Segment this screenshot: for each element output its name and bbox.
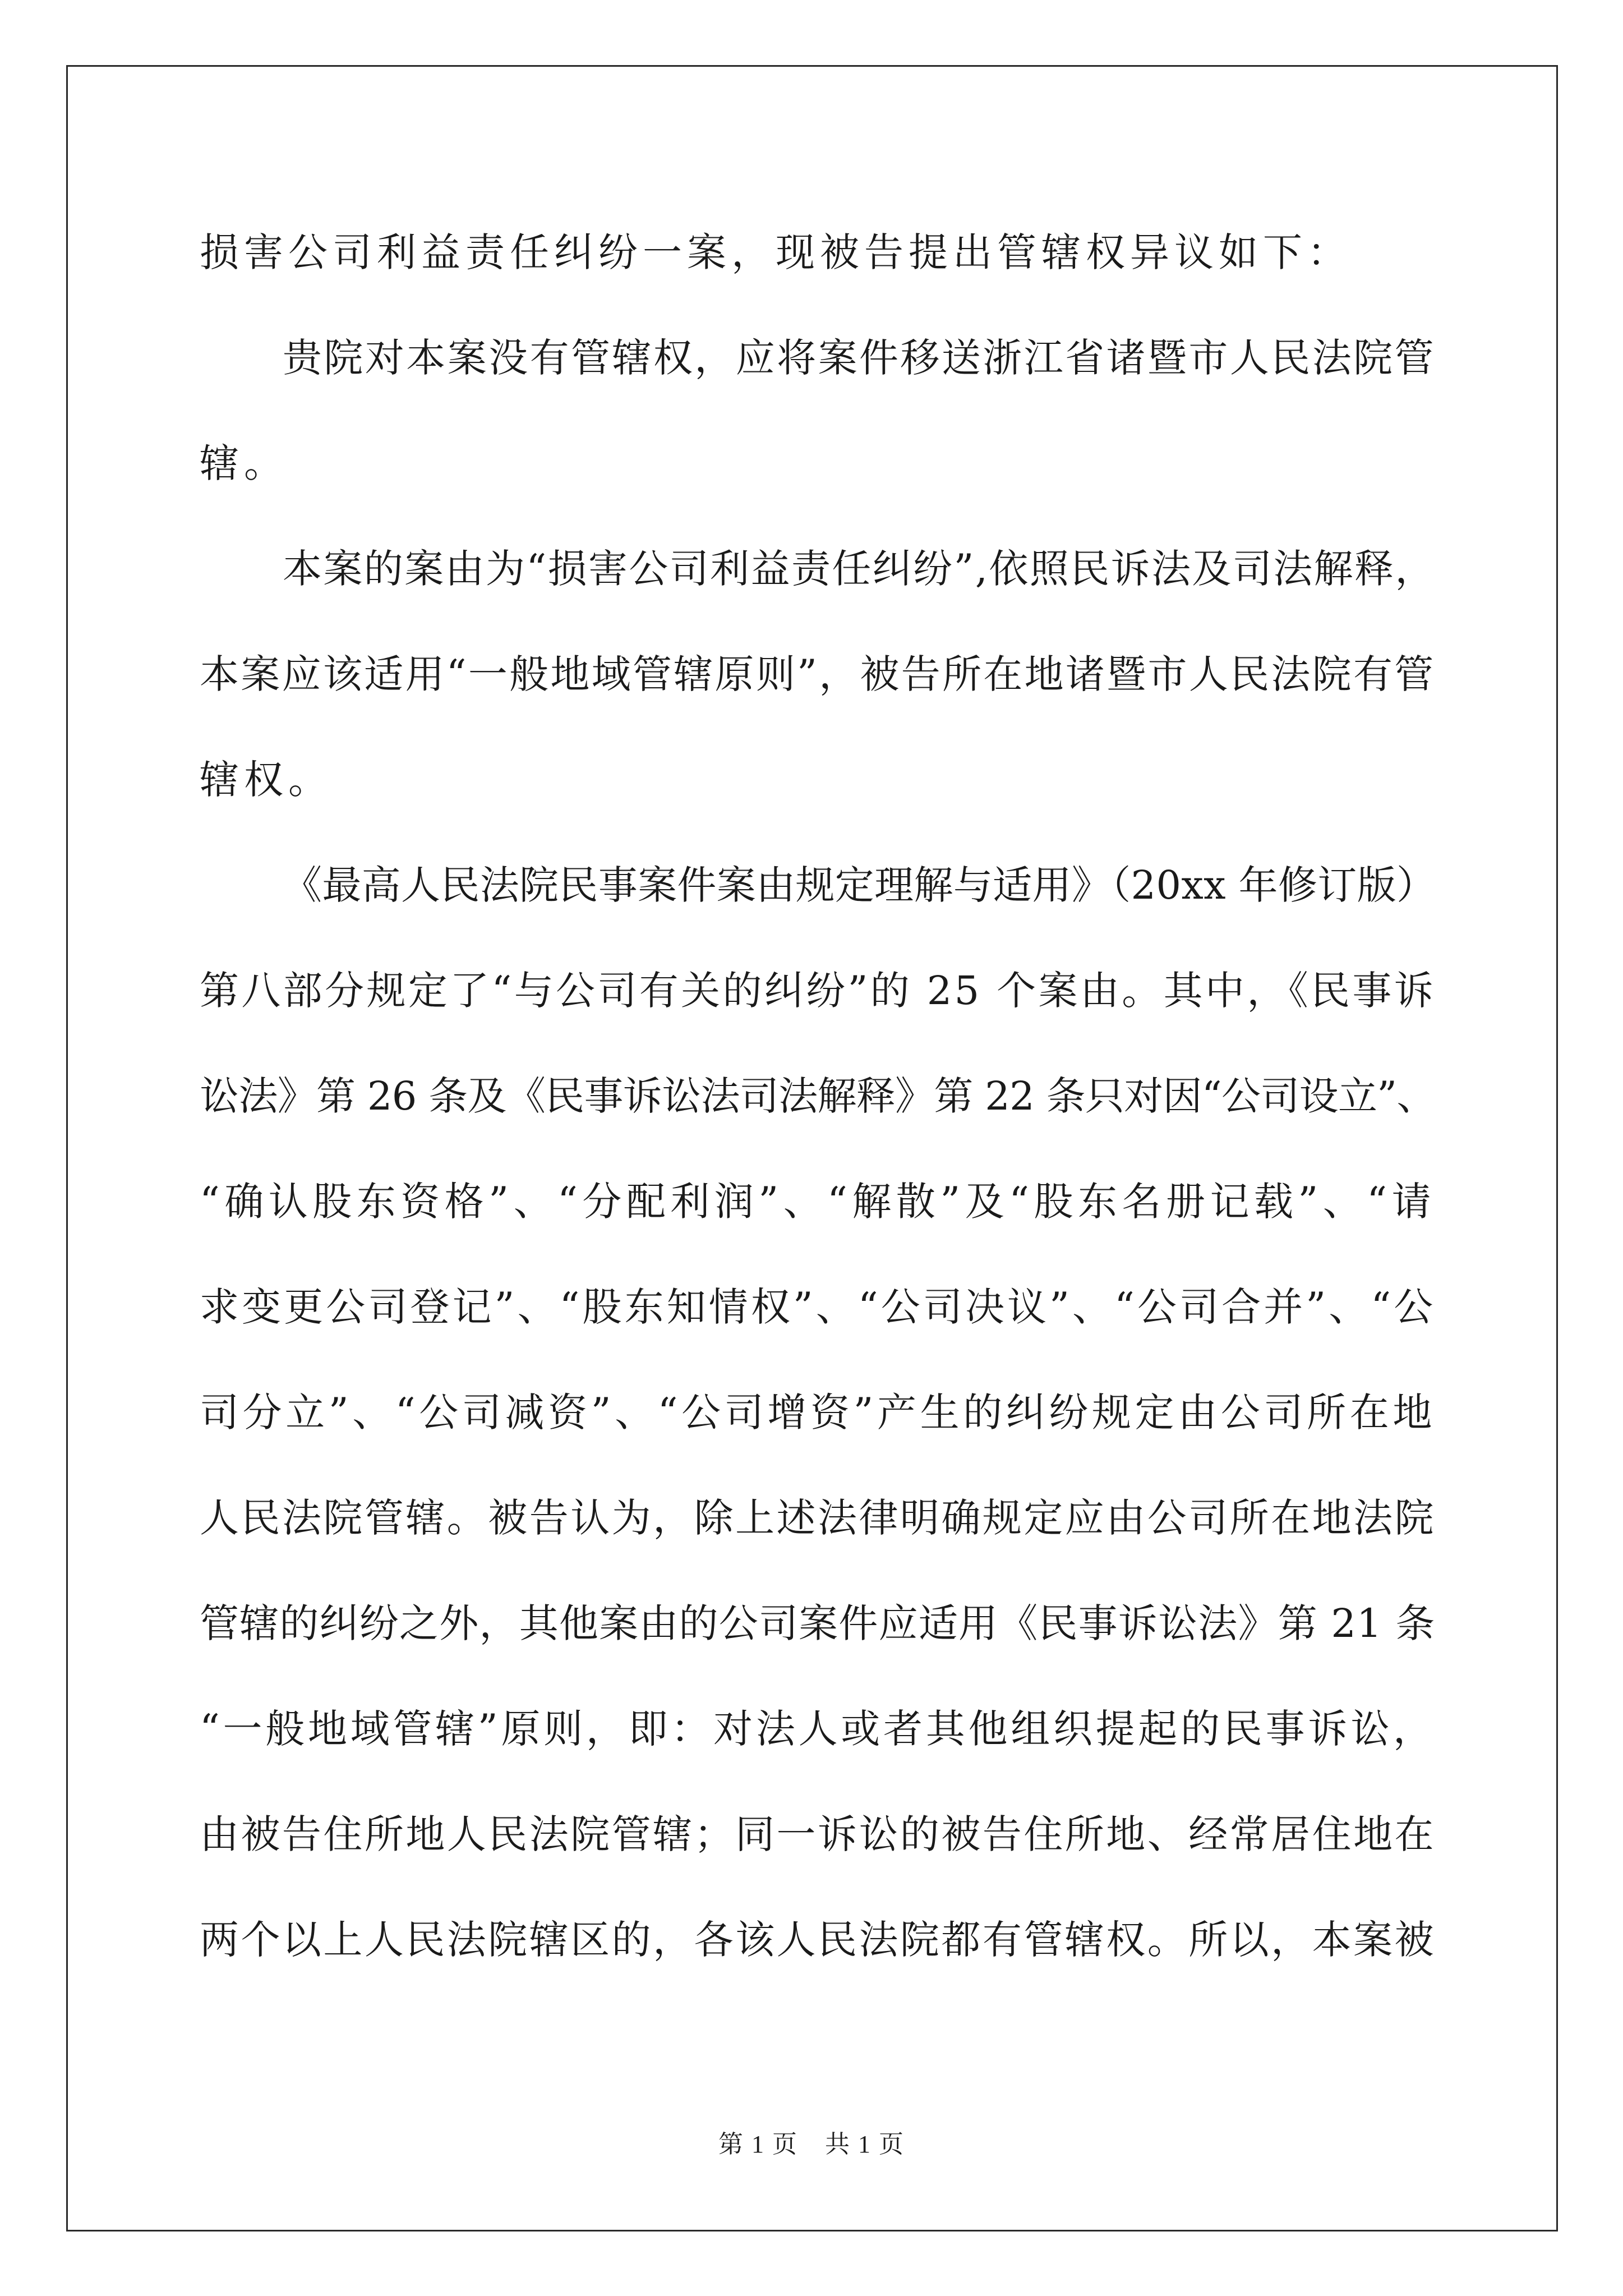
text-line: 损害公司利益责任纠纷一案，现被告提出管辖权异议如下： bbox=[200, 229, 1352, 275]
text-line: “一般地域管辖”原则，即：对法人或者其他组织提起的民事诉讼， bbox=[200, 1706, 1436, 1752]
page-number-total: 共 1 页 bbox=[825, 2131, 905, 2158]
text-line: 求变更公司登记”、“股东知情权”、“公司决议”、“公司合并”、“公 bbox=[200, 1284, 1436, 1330]
text-line: 司分立”、“公司减资”、“公司增资”产生的纠纷规定由公司所在地 bbox=[200, 1389, 1436, 1435]
text-line: 管辖的纠纷之外，其他案由的公司案件应适用《民事诉讼法》第 21 条 bbox=[200, 1600, 1436, 1646]
page-footer bbox=[0, 2129, 1623, 2160]
text-line: 本案应该适用“一般地域管辖原则”，被告所在地诸暨市人民法院有管 bbox=[200, 651, 1436, 697]
text-line: 讼法》第 26 条及《民事诉讼法司法解释》第 22 条只对因“公司设立”、 bbox=[200, 1073, 1436, 1119]
page-number-current: 第 1 页 bbox=[718, 2131, 798, 2158]
text-line: 辖。 bbox=[200, 440, 288, 486]
text-line: 两个以上人民法院辖区的，各该人民法院都有管辖权。所以，本案被 bbox=[200, 1917, 1436, 1963]
text-line: 人民法院管辖。被告认为，除上述法律明确规定应由公司所在地法院 bbox=[200, 1495, 1436, 1541]
text-line: 辖权。 bbox=[200, 757, 333, 803]
text-line: 《最高人民法院民事案件案由规定理解与适用》（20xx 年修订版） bbox=[283, 862, 1436, 908]
text-line: 由被告住所地人民法院管辖；同一诉讼的被告住所地、经常居住地在 bbox=[200, 1811, 1436, 1857]
text-line: “确认股东资格”、“分配利润”、“解散”及“股东名册记载”、“请 bbox=[200, 1179, 1436, 1225]
text-line: 贵院对本案没有管辖权，应将案件移送浙江省诸暨市人民法院管 bbox=[283, 335, 1436, 381]
text-line: 第八部分规定了“与公司有关的纠纷”的 25 个案由。其中，《民事诉 bbox=[200, 968, 1436, 1014]
text-line: 本案的案由为“损害公司利益责任纠纷”,依照民诉法及司法解释， bbox=[283, 546, 1436, 592]
